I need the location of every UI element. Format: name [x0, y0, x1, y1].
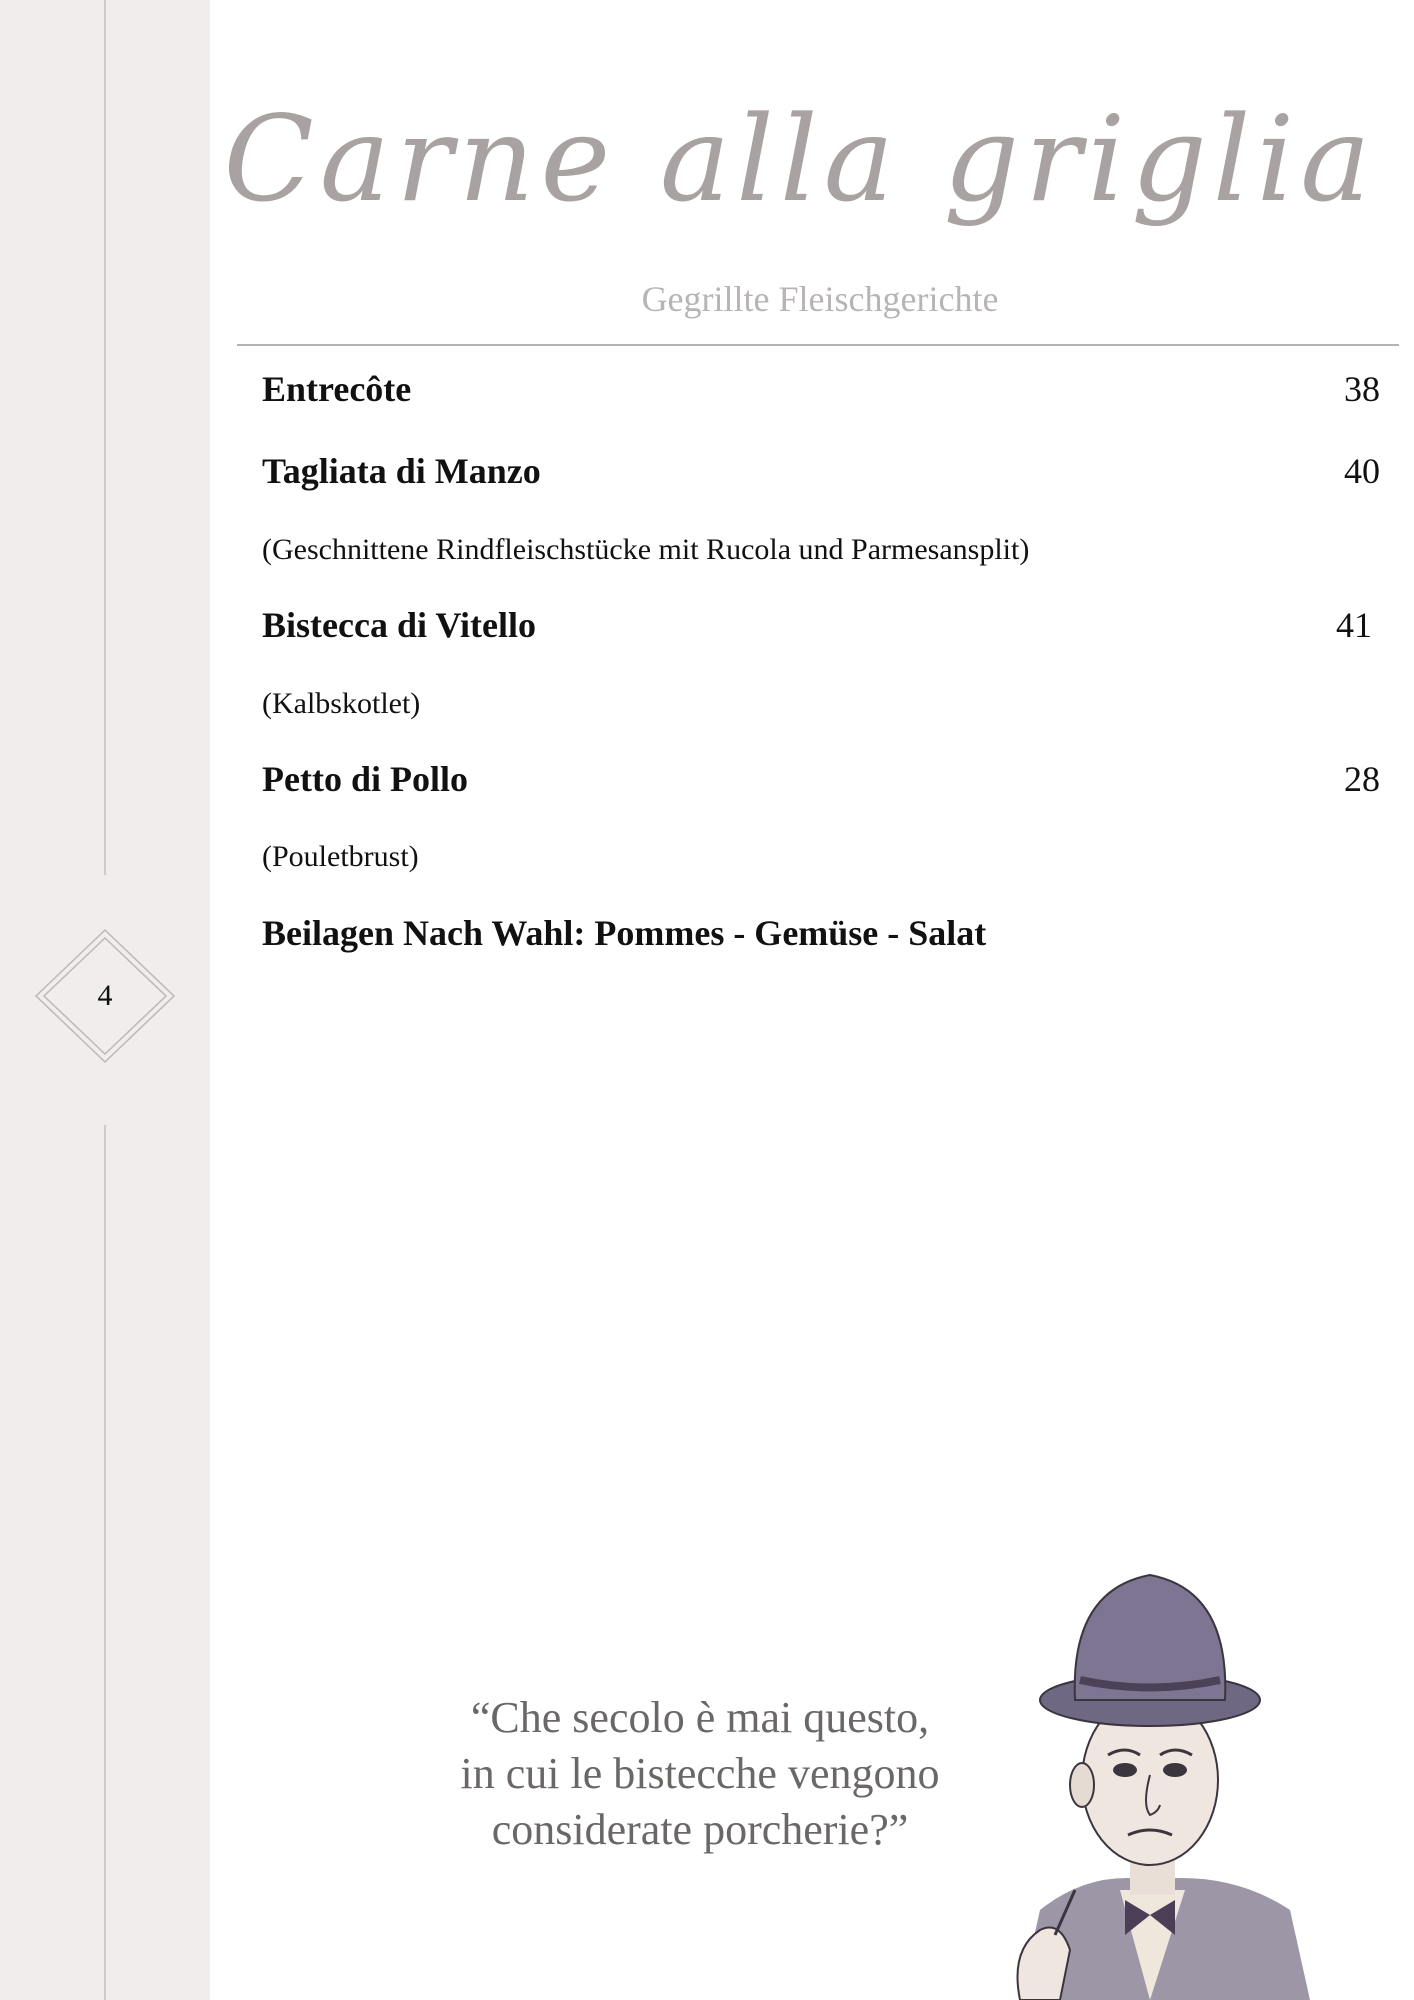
page-number-badge	[34, 928, 176, 1064]
menu-item-name: Bistecca di Vitello	[262, 605, 536, 645]
header-divider	[237, 344, 1399, 346]
menu-item-name: Tagliata di Manzo	[262, 451, 541, 491]
menu-item-name: Entrecôte	[262, 369, 412, 409]
menu-item-price: 40	[1344, 451, 1380, 491]
sidebar-line-bottom	[104, 1125, 106, 2000]
page-subtitle: Gegrillte Fleischgerichte	[641, 279, 999, 319]
menu-item	[262, 758, 1380, 800]
menu-item-note: (Geschnittene Rindfleischstücke mit Rucola und Parmesansplit)	[262, 533, 1030, 566]
menu-item-name: Petto di Pollo	[262, 759, 468, 799]
menu-item-note: (Pouletbrust)	[262, 840, 419, 873]
menu-item	[262, 604, 1380, 646]
sidebar-line-top	[104, 0, 106, 875]
menu-item-price: 41	[1336, 605, 1372, 645]
man-in-bowler-hat-illustration	[1000, 1550, 1310, 2000]
menu-item-price: 38	[1344, 369, 1380, 409]
menu-item	[262, 368, 1380, 410]
menu-item-price: 28	[1344, 759, 1380, 799]
quote-line: considerate porcherie?”	[491, 1805, 909, 1854]
side-dishes-note: Beilagen Nach Wahl: Pommes - Gemüse - Salat	[262, 913, 987, 953]
quote-line: in cui le bistecche vengono	[460, 1749, 940, 1798]
svg-text:Carne alla griglia: Carne alla griglia	[223, 90, 1377, 228]
quote-line: “Che secolo è mai questo,	[470, 1693, 930, 1742]
page-number: 4	[97, 979, 113, 1012]
page-title	[223, 70, 1377, 290]
quote	[330, 1690, 1070, 1858]
sidebar	[0, 0, 210, 2000]
menu-item	[262, 450, 1380, 492]
menu-item-note: (Kalbskotlet)	[262, 687, 421, 720]
